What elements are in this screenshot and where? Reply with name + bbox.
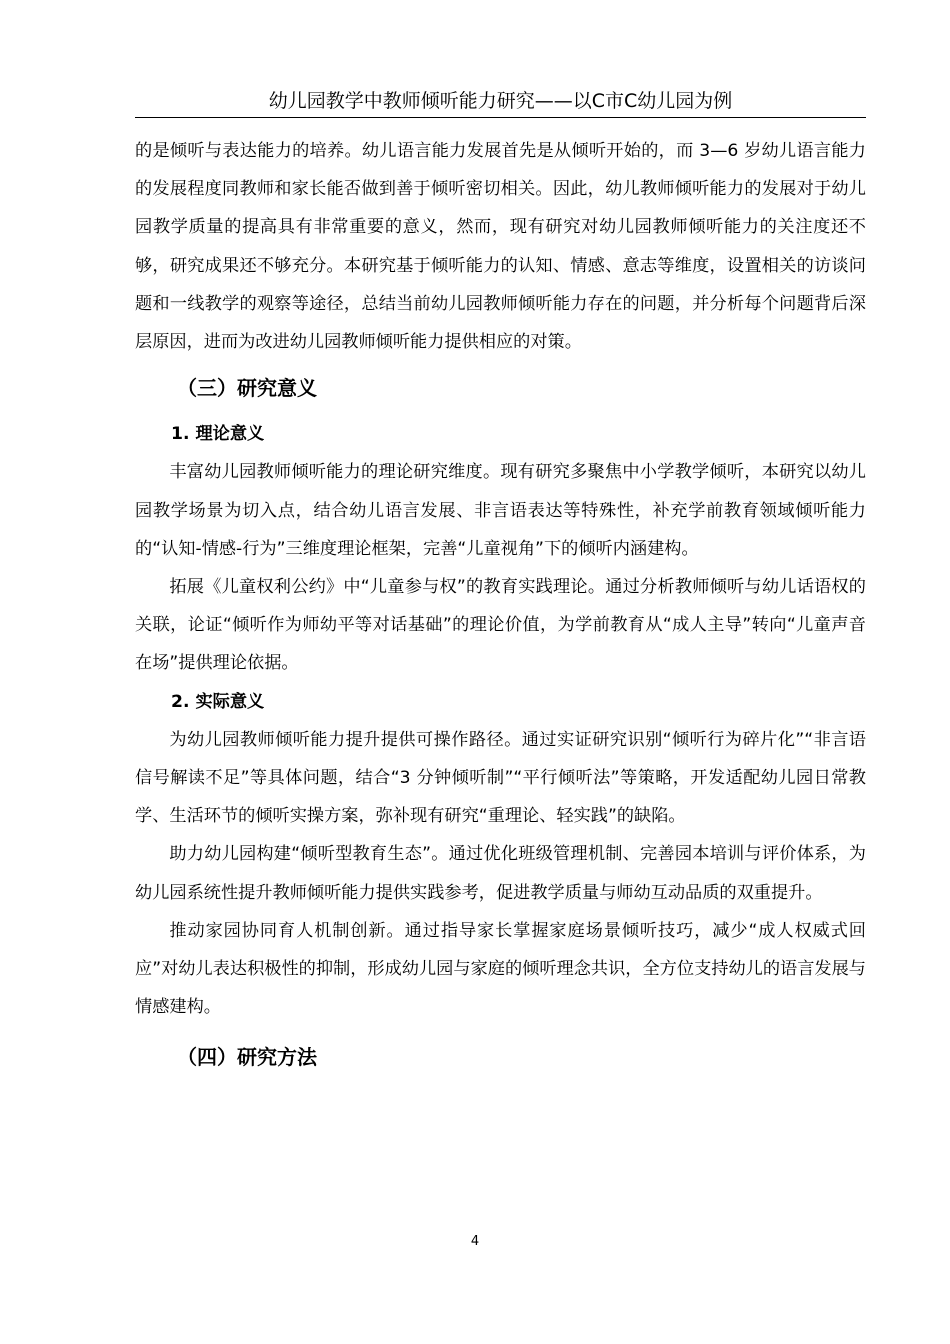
page-body <box>135 132 866 1070</box>
paragraph-theory-1: 丰富幼儿园教师倾听能力的理论研究维度。现有研究多聚焦中小学教学倾听，本研究以幼儿园教学场景为切入点，结合幼儿语言发展、非言语表达等特殊性，补充学前教育领域倾听能力的“认知-情感-行为”三维度理论框架，完善“儿童视角”下的倾听内涵建构。 <box>135 462 866 559</box>
section-heading-significance: （三）研究意义 <box>177 376 317 401</box>
page-number: 4 <box>470 1234 480 1249</box>
header-rule <box>135 117 866 118</box>
subheading-theoretical-significance: 1. 理论意义 <box>171 424 265 445</box>
section-heading-methods: （四）研究方法 <box>177 1045 317 1070</box>
paragraph-practice-2: 助力幼儿园构建“倾听型教育生态”。通过优化班级管理机制、完善园本培训与评价体系，为幼儿园系统性提升教师倾听能力提供实践参考，促进教学质量与师幼互动品质的双重提升。 <box>135 844 866 903</box>
paragraph-practice-1: 为幼儿园教师倾听能力提升提供可操作路径。通过实证研究识别“倾听行为碎片化”“非言语信号解读不足”等具体问题，结合“3 分钟倾听制”“平行倾听法”等策略，开发适配幼儿园日常教学、生活环节的倾听实操方案，弥补现有研究“重理论、轻实践”的缺陷。 <box>135 729 866 827</box>
subheading-practical-significance: 2. 实际意义 <box>171 691 265 712</box>
paragraph-intro-continued: 的是倾听与表达能力的培养。幼儿语言能力发展首先是从倾听开始的，而 3—6 岁幼儿语言能力的发展程度同教师和家长能否做到善于倾听密切相关。因此，幼儿教师倾听能力的发展对于幼儿园教学质量的提高具有非常重要的意义，然而，现有研究对幼儿园教师倾听能力的关注度还不够，研究成果还不够充分。本研究基于倾听能力的认知、情感、意志等维度，设置相关的访谈问题和一线教学的观察等途径，总结当前幼儿园教师倾听能力存在的问题，并分析每个问题背后深层原因，进而为改进幼儿园教师倾听能力提供相应的对策。 <box>135 141 866 353</box>
paragraph-theory-2: 拓展《儿童权利公约》中“儿童参与权”的教育实践理论。通过分析教师倾听与幼儿话语权的关联，论证“倾听作为师幼平等对话基础”的理论价值，为学前教育从“成人主导”转向“儿童声音在场”提供理论依据。 <box>135 577 866 674</box>
paragraph-practice-3: 推动家园协同育人机制创新。通过指导家长掌握家庭场景倾听技巧，减少“成人权威式回应”对幼儿表达积极性的抑制，形成幼儿园与家庭的倾听理念共识，全方位支持幼儿的语言发展与情感建构。 <box>135 920 866 1018</box>
running-header: 幼儿园教学中教师倾听能力研究——以C市C幼儿园为例 <box>268 90 733 112</box>
